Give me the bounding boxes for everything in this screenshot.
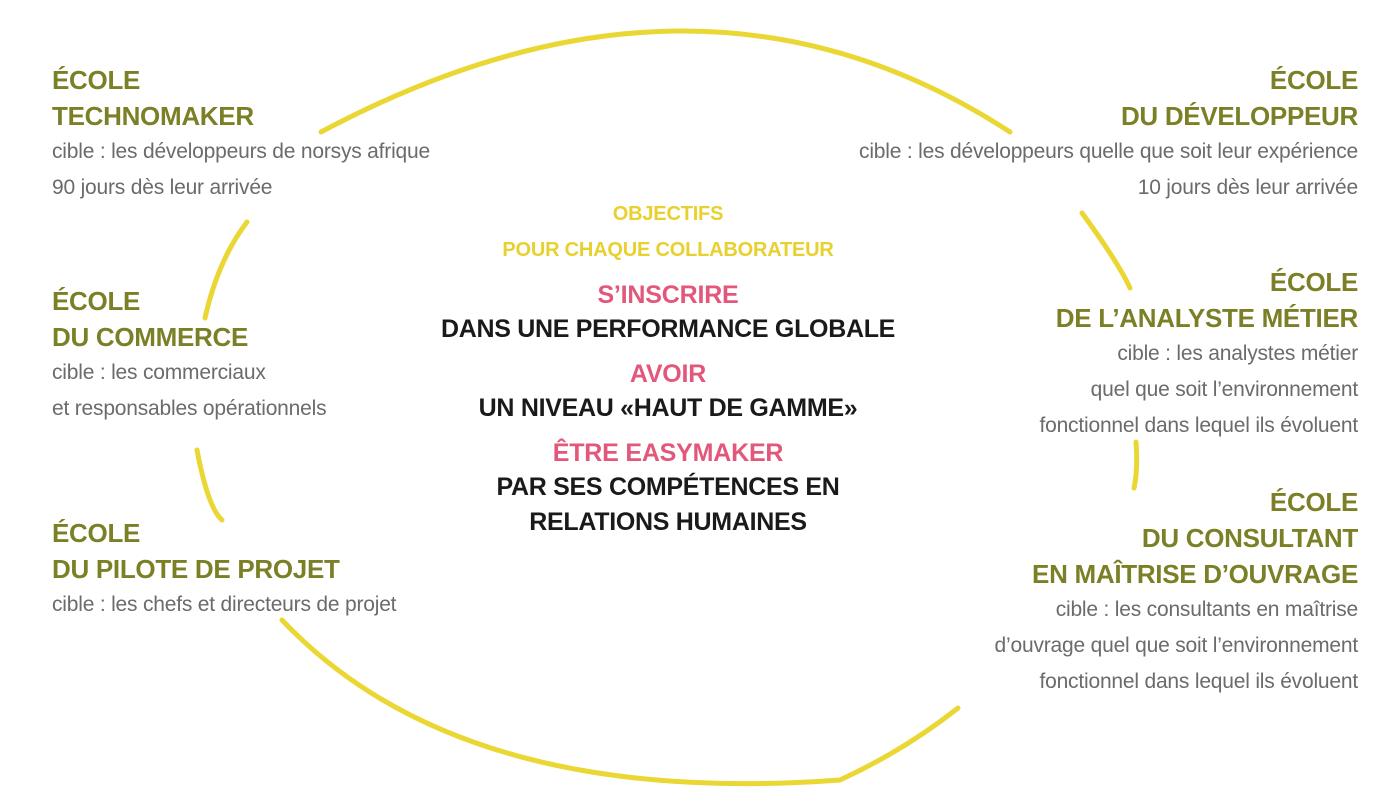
description-line: d’ouvrage quel que soit l’environnement	[994, 634, 1358, 657]
school-developpeur-description	[859, 134, 1358, 206]
school-pilote-description	[52, 587, 396, 623]
title-line: DE L’ANALYSTE MÉTIER	[1055, 303, 1358, 333]
description-line: cible : les commerciaux	[52, 361, 266, 384]
description-line: 10 jours dès leur arrivée	[1137, 176, 1358, 199]
school-developpeur	[859, 62, 1358, 206]
school-pilote-de-projet	[52, 515, 396, 623]
title-line: EN MAÎTRISE D’OUVRAGE	[1032, 559, 1358, 589]
heading-line: POUR CHAQUE COLLABORATEUR	[502, 239, 834, 261]
description-line: cible : les développeurs quelle que soit leur expérience	[859, 140, 1358, 163]
school-commerce	[52, 283, 326, 427]
title-line: DU PILOTE DE PROJET	[52, 554, 340, 584]
description-line: et responsables opérationnels	[52, 397, 327, 420]
title-line: DU DÉVELOPPEUR	[1120, 101, 1358, 131]
description-line: cible : les consultants en maîtrise	[1055, 598, 1358, 621]
goal-verb: ÊTRE EASYMAKER	[552, 439, 784, 467]
title-line: ÉCOLE	[52, 65, 141, 95]
title-line: DU CONSULTANT	[1141, 523, 1358, 553]
goal-verb: S’INSCRIRE	[597, 281, 739, 309]
goal-text: DANS UNE PERFORMANCE GLOBALE	[440, 315, 896, 343]
title-line: ÉCOLE	[52, 518, 141, 548]
objectives-heading	[418, 196, 918, 268]
title-line: TECHNOMAKER	[52, 101, 254, 131]
goal-text: PAR SES COMPÉTENCES EN	[496, 473, 840, 501]
description-line: fonctionnel dans lequel ils évoluent	[1039, 670, 1358, 693]
school-technomaker-description	[52, 134, 430, 206]
school-analyste-description	[1039, 336, 1358, 444]
school-developpeur-title	[859, 62, 1358, 134]
description-line: cible : les développeurs de norsys afrique	[52, 140, 430, 163]
school-consultant-title	[995, 484, 1358, 592]
objectives-block	[418, 196, 918, 540]
ring-arc-bottom-left	[282, 620, 958, 784]
title-line: ÉCOLE	[1269, 487, 1358, 517]
school-analyste-metier	[1039, 264, 1358, 444]
goal-text: RELATIONS HUMAINES	[529, 508, 807, 536]
school-consultant-description	[995, 592, 1358, 700]
heading-line: OBJECTIFS	[612, 203, 724, 225]
title-line: ÉCOLE	[1269, 267, 1358, 297]
description-line: cible : les analystes métier	[1117, 342, 1358, 365]
goal-verb: AVOIR	[629, 360, 707, 388]
goal-sinscrire	[418, 278, 918, 347]
description-line: quel que soit l’environnement	[1090, 378, 1358, 401]
school-technomaker	[52, 62, 430, 206]
school-commerce-title	[52, 283, 326, 355]
school-commerce-description	[52, 355, 326, 427]
title-line: ÉCOLE	[52, 286, 141, 316]
title-line: ÉCOLE	[1269, 65, 1358, 95]
description-line: 90 jours dès leur arrivée	[52, 176, 273, 199]
description-line: fonctionnel dans lequel ils évoluent	[1039, 414, 1358, 437]
school-consultant-moa	[995, 484, 1358, 700]
title-line: DU COMMERCE	[52, 322, 249, 352]
description-line: cible : les chefs et directeurs de projet	[52, 593, 397, 616]
ring-arc-lower-left	[197, 450, 222, 520]
goal-etre-easymaker	[418, 436, 918, 540]
goal-text: UN NIVEAU «HAUT DE GAMME»	[478, 394, 858, 422]
ring-arc-right	[1134, 442, 1137, 488]
goal-avoir	[418, 357, 918, 426]
school-pilote-title	[52, 515, 396, 587]
school-analyste-title	[1039, 264, 1358, 336]
school-technomaker-title	[52, 62, 430, 134]
